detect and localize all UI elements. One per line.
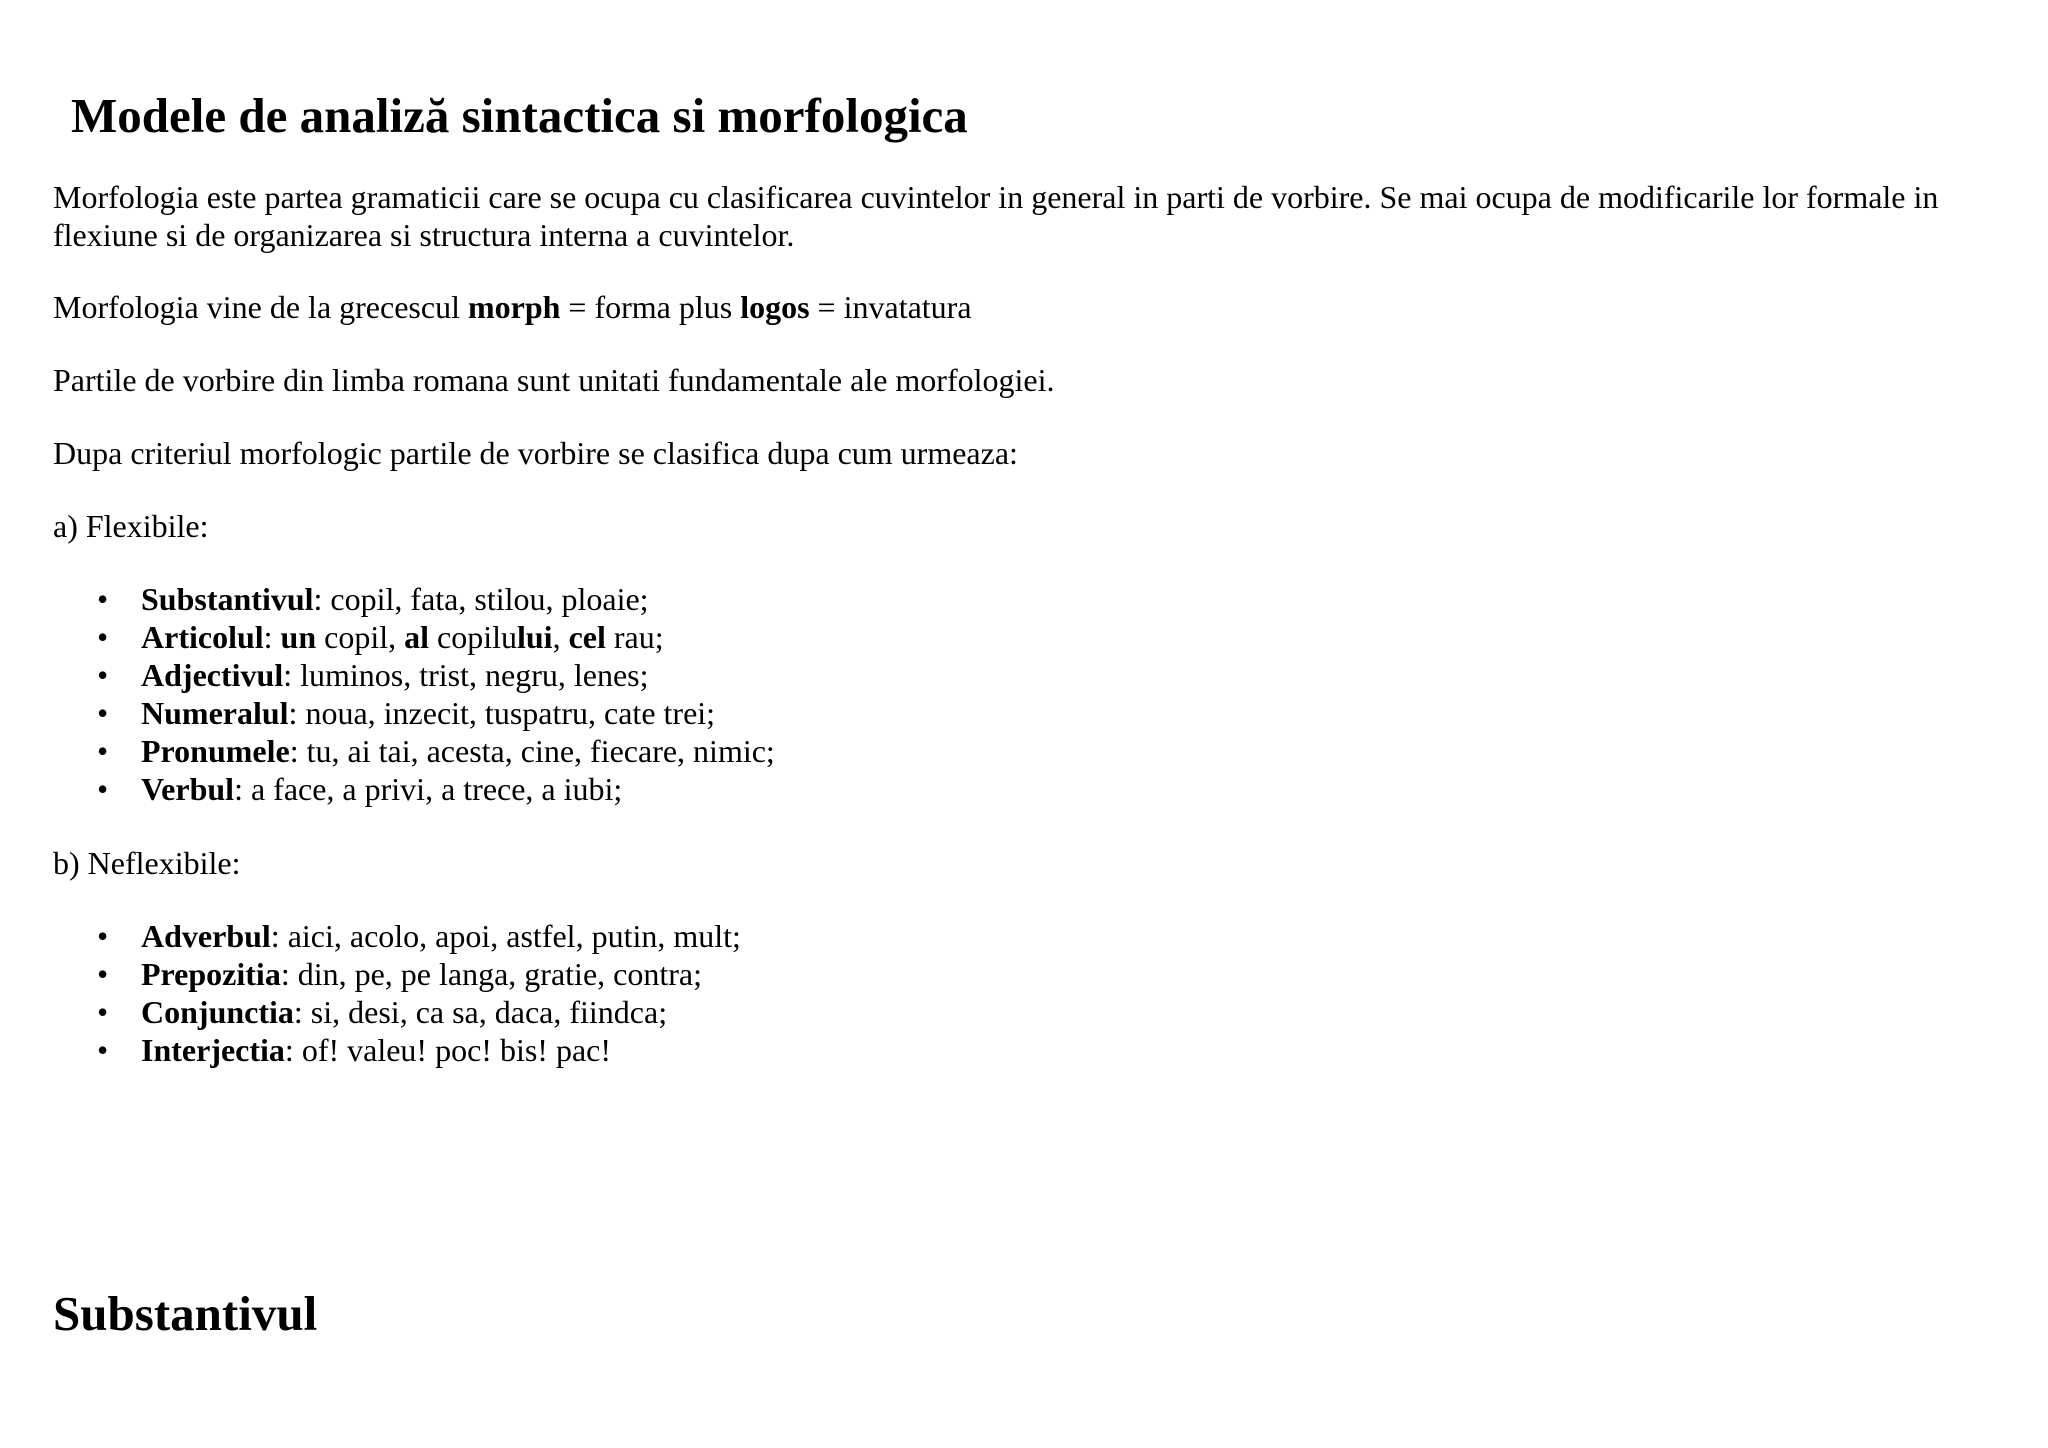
list-item-term: Adjectivul (141, 657, 284, 693)
etymology-mid: = forma plus (560, 289, 741, 325)
list-item-separator: : (263, 619, 281, 655)
intro-paragraph: Morfologia este partea gramaticii care se ocupa cu clasificarea cuvintelor in general in parti de vorbire. Se mai ocupa de modificarile lor formale in flexiune si de organizarea si structura interna a cuvintelor. (53, 179, 1939, 253)
section-title: Substantivul (53, 1286, 318, 1341)
article-al: al (404, 619, 429, 655)
list-item-examples: : copil, fata, stilou, ploaie; (313, 581, 649, 617)
list-item (53, 993, 741, 1031)
list-item-examples: : of! valeu! poc! bis! pac! (284, 1032, 611, 1068)
list-item-examples: : luminos, trist, negru, lenes; (283, 657, 649, 693)
bullet-icon: • (97, 771, 109, 807)
flexible-list (53, 580, 775, 808)
etymology-word-logos: logos (740, 289, 810, 325)
list-item (53, 955, 741, 993)
bullet-icon: • (97, 695, 109, 731)
list-item-examples: : din, pe, pe langa, gratie, contra; (280, 956, 702, 992)
bullet-icon: • (97, 581, 109, 617)
article-text-4: rau; (605, 619, 664, 655)
list-item-examples: : tu, ai tai, acesta, cine, fiecare, nimic; (289, 733, 775, 769)
list-item-examples: : aici, acolo, apoi, astfel, putin, mult; (270, 918, 741, 954)
bullet-icon: • (97, 994, 109, 1030)
bullet-icon: • (97, 918, 109, 954)
bullet-icon: • (97, 657, 109, 693)
flexible-heading: a) Flexibile: (53, 508, 209, 544)
article-un: un (280, 619, 317, 655)
article-cel: cel (568, 619, 606, 655)
list-item (53, 917, 741, 955)
article-text-2: copilu (429, 619, 517, 655)
list-item-term: Interjectia (141, 1032, 285, 1068)
list-item (53, 618, 775, 656)
units-paragraph: Partile de vorbire din limba romana sunt unitati fundamentale ale morfologiei. (53, 362, 1055, 398)
list-item-term: Adverbul (141, 918, 271, 954)
list-item-examples: : a face, a privi, a trece, a iubi; (234, 771, 623, 807)
list-item-term: Verbul (141, 771, 235, 807)
list-item-term: Articolul (141, 619, 264, 655)
bullet-icon: • (97, 1032, 109, 1068)
bullet-icon: • (97, 733, 109, 769)
nonflexible-list (53, 917, 741, 1069)
list-item-term: Substantivul (141, 581, 314, 617)
page-title: Modele de analiză sintactica si morfologica (71, 88, 968, 143)
bullet-icon: • (97, 956, 109, 992)
list-item (53, 770, 775, 808)
criteria-paragraph: Dupa criteriul morfologic partile de vorbire se clasifica dupa cum urmeaza: (53, 435, 1018, 471)
list-item-term: Conjunctia (141, 994, 294, 1030)
list-item-examples: : si, desi, ca sa, daca, fiindca; (293, 994, 668, 1030)
list-item-term: Numeralul (141, 695, 289, 731)
list-item (53, 656, 775, 694)
nonflexible-heading: b) Neflexibile: (53, 845, 241, 881)
article-text-1: copil, (316, 619, 405, 655)
article-text-3: , (552, 619, 569, 655)
bullet-icon: • (97, 619, 109, 655)
etymology-suffix: = invatatura (809, 289, 972, 325)
list-item (53, 694, 775, 732)
list-item (53, 580, 775, 618)
list-item (53, 732, 775, 770)
etymology-word-morph: morph (467, 289, 561, 325)
list-item (53, 1031, 741, 1069)
etymology-prefix: Morfologia vine de la grecescul (53, 289, 468, 325)
list-item-term: Pronumele (141, 733, 290, 769)
article-lui: lui (516, 619, 553, 655)
list-item-examples: : noua, inzecit, tuspatru, cate trei; (288, 695, 716, 731)
list-item-term: Prepozitia (141, 956, 281, 992)
etymology-paragraph (53, 288, 2013, 326)
